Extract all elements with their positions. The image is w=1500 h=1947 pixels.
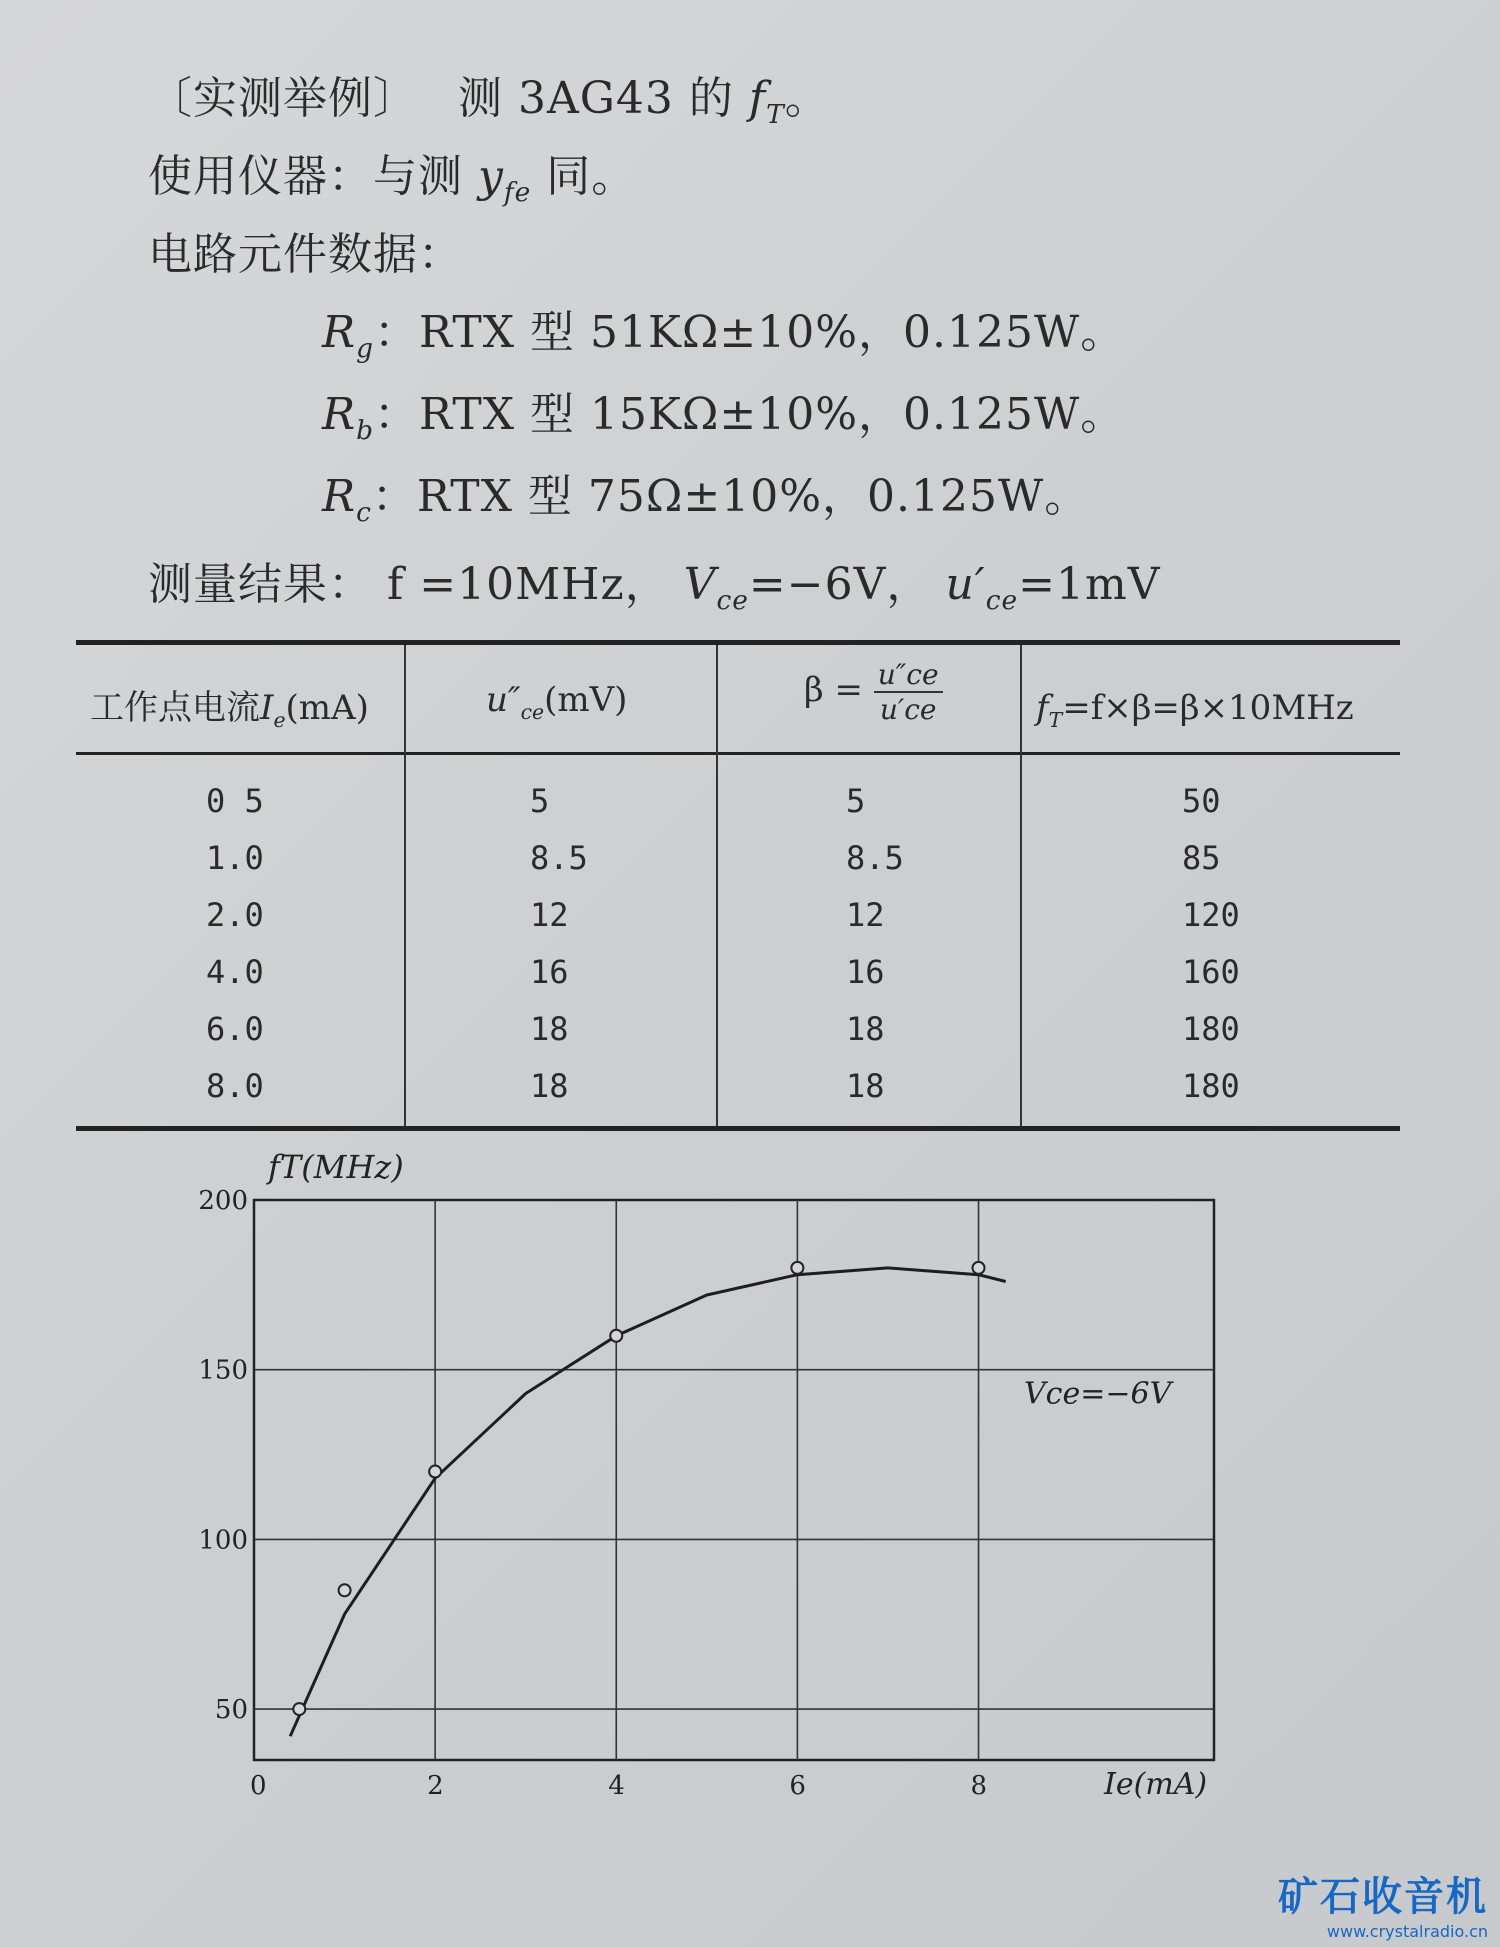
data-point: [791, 1262, 803, 1274]
x-axis-label: Ie(mA): [1104, 1767, 1208, 1802]
x-tick-label: 2: [427, 1771, 444, 1801]
component-symbol: R: [322, 307, 357, 358]
table-cell: 5: [846, 782, 866, 820]
table-cell: 50: [1182, 782, 1221, 820]
header-beta-label: β =: [804, 670, 863, 710]
table-divider: [716, 645, 718, 1127]
component-spec: ：RTX 型 15KΩ±10%，0.125W。: [374, 389, 1126, 440]
table-cell: 6.0: [206, 1010, 264, 1048]
table-cell: 0 5: [206, 782, 264, 820]
instrument-line: [148, 140, 636, 208]
table-cell: 8.0: [206, 1067, 264, 1105]
data-point: [429, 1466, 441, 1478]
table-cell: 18: [846, 1010, 885, 1048]
table-cell: 1.0: [206, 839, 264, 877]
table-cell: 18: [530, 1067, 569, 1105]
table-cell: 12: [530, 896, 569, 934]
component-rc: [322, 460, 1089, 528]
heading-title: 测 3AG43 的: [458, 73, 749, 124]
component-rg: [322, 296, 1125, 364]
table-cell: 85: [1182, 839, 1221, 877]
component-rb: [322, 378, 1125, 446]
header-uce-symbol: u″: [486, 680, 521, 720]
y-tick-label: 50: [214, 1695, 248, 1726]
example-heading: [148, 62, 830, 130]
table-divider: [1020, 645, 1022, 1127]
yfe-symbol: y: [478, 151, 504, 202]
x-tick-label: 6: [789, 1771, 806, 1801]
components-label: 电路元件数据：: [148, 229, 463, 280]
table-cell: 18: [530, 1010, 569, 1048]
vce-value: =−6V，: [748, 559, 932, 610]
result-line: [148, 548, 1161, 616]
data-point: [339, 1584, 351, 1596]
component-subscript: b: [356, 414, 375, 446]
beta-denominator: u′ce: [879, 693, 937, 726]
uce-symbol: u′: [945, 559, 986, 610]
component-spec: ：RTX 型 51KΩ±10%，0.125W。: [374, 307, 1126, 358]
x-tick-label: 8: [970, 1771, 988, 1801]
heading-end: 。: [784, 73, 830, 124]
component-subscript: g: [356, 332, 375, 364]
vce-subscript: ce: [716, 584, 749, 616]
y-axis-label: fT(MHz): [268, 1148, 404, 1186]
vce-symbol: V: [683, 559, 717, 610]
data-point: [610, 1330, 622, 1342]
ft-subscript: T: [766, 98, 785, 130]
watermark: [1278, 1865, 1488, 1941]
watermark-url: www.crystalradio.cn: [1326, 1922, 1488, 1941]
header-beta: [804, 658, 943, 726]
result-frequency: f =10MHz，: [387, 559, 670, 610]
header-uce: [486, 680, 627, 724]
instrument-suffix: 同。: [531, 151, 637, 202]
component-subscript: c: [356, 496, 372, 528]
table-cell: 8.5: [846, 839, 904, 877]
annotation-vce: Vce=−6V: [1024, 1376, 1172, 1412]
beta-numerator: u″ce: [874, 658, 943, 693]
y-tick-label: 100: [198, 1525, 248, 1556]
uce-value: =1mV: [1018, 559, 1161, 610]
component-spec: ：RTX 型 75Ω±10%，0.125W。: [371, 471, 1090, 522]
table-cell: 4.0: [206, 953, 264, 991]
y-tick-label: 200: [198, 1186, 248, 1216]
table-cell: 160: [1182, 953, 1240, 991]
table-divider: [404, 645, 406, 1127]
table-cell: 18: [846, 1067, 885, 1105]
column-beta: [846, 782, 904, 1124]
header-ft-symbol: f: [1036, 688, 1049, 728]
header-ie-subscript: e: [273, 707, 286, 732]
table-cell: 180: [1182, 1010, 1240, 1048]
table-cell: 8.5: [530, 839, 588, 877]
table-cell: 16: [846, 953, 885, 991]
table-cell: 180: [1182, 1067, 1240, 1105]
header-ie: [90, 680, 369, 732]
header-ie-symbol: I: [260, 688, 274, 728]
table-rule-top: [76, 640, 1400, 645]
table-cell: 2.0: [206, 896, 264, 934]
header-ft-expression: =f×β=β×10MHz: [1062, 688, 1354, 728]
column-uce: [530, 782, 588, 1124]
plot-frame: [254, 1200, 1214, 1760]
watermark-title: 矿石收音机: [1278, 1874, 1488, 1920]
header-uce-unit: (mV): [544, 680, 628, 720]
table-rule-bottom: [76, 1126, 1400, 1131]
ft-symbol: f: [748, 73, 767, 124]
fitted-curve: [290, 1268, 1006, 1736]
header-ie-unit: (mA): [285, 688, 369, 728]
yfe-subscript: fe: [503, 176, 532, 208]
column-ie: [206, 782, 264, 1124]
heading-tag: 〔实测举例〕: [148, 73, 418, 124]
header-ft: [1036, 688, 1354, 732]
component-symbol: R: [322, 471, 357, 522]
x-tick-label: 4: [608, 1771, 625, 1801]
header-ft-subscript: T: [1048, 707, 1063, 732]
column-ft: [1182, 782, 1240, 1124]
table-cell: 16: [530, 953, 569, 991]
component-symbol: R: [322, 389, 357, 440]
table-cell: 5: [530, 782, 550, 820]
result-label: 测量结果：: [148, 559, 373, 610]
beta-fraction: [874, 658, 943, 726]
ft-vs-ie-chart: [180, 1140, 1260, 1840]
table-rule-mid: [76, 752, 1400, 755]
data-point: [293, 1703, 305, 1715]
instrument-prefix: 使用仪器：与测: [148, 151, 478, 202]
table-cell: 120: [1182, 896, 1240, 934]
y-tick-label: 150: [198, 1355, 248, 1386]
uce-subscript: ce: [985, 584, 1019, 616]
header-ie-text: 工作点电流: [90, 688, 260, 728]
data-point: [973, 1262, 985, 1274]
header-uce-subscript: ce: [520, 699, 545, 724]
table-cell: 12: [846, 896, 885, 934]
x-tick-label: 0: [250, 1771, 267, 1801]
